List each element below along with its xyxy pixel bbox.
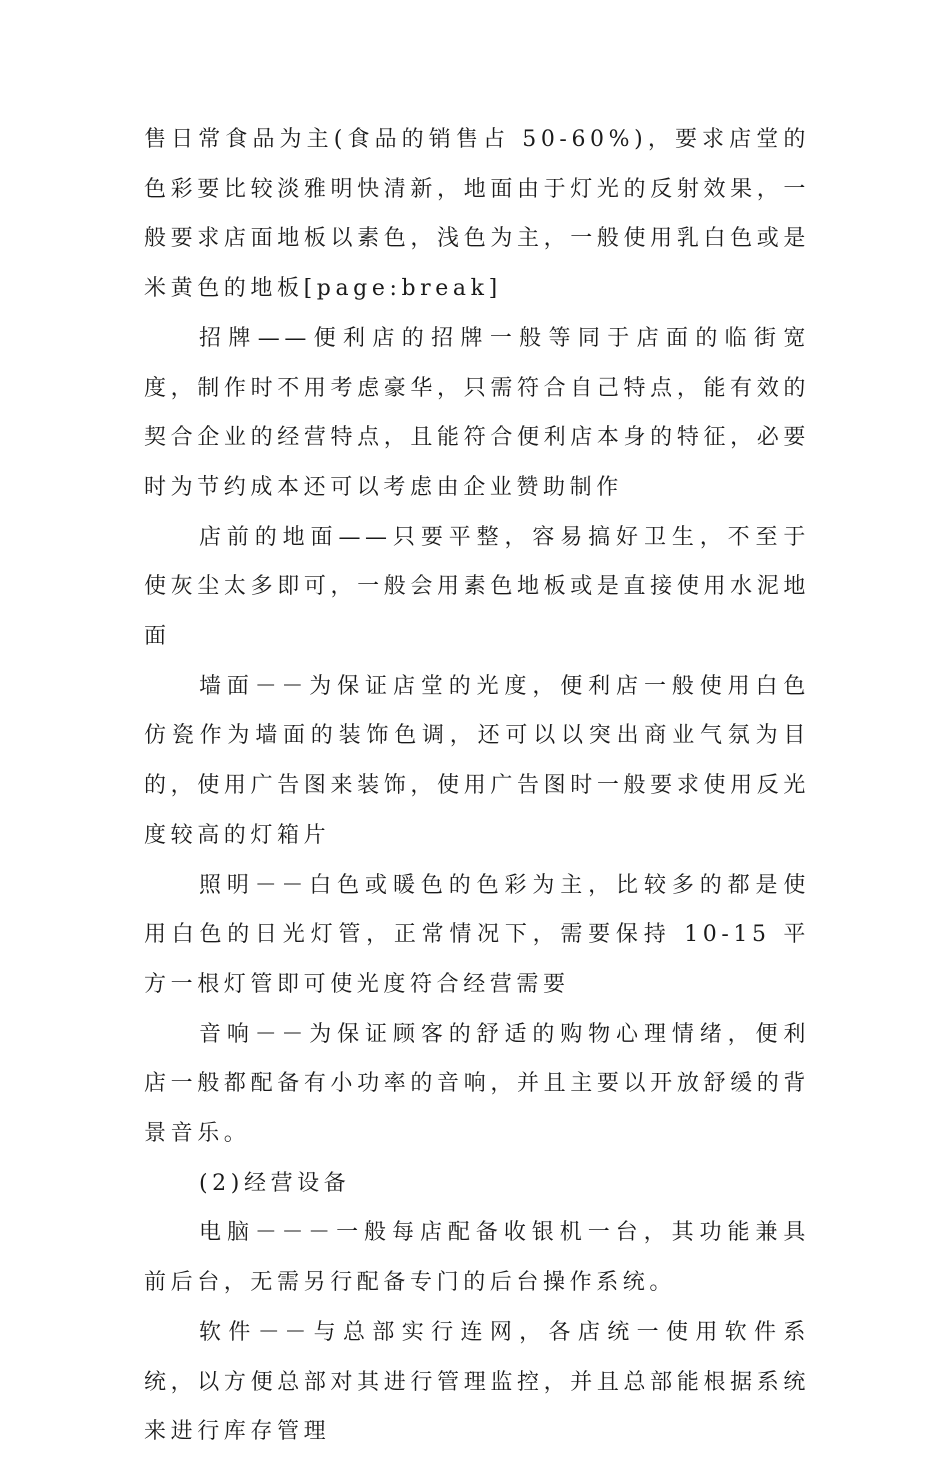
paragraph-lighting: 照明－－白色或暖色的色彩为主，比较多的都是使用白色的日光灯管，正常情况下，需要保持 10-15 平方一根灯管即可使光度符合经营需要 [144,872,810,997]
section-heading-equipment: (2)经营设备 [199,1170,351,1196]
paragraph-audio: 音响－－为保证顾客的舒适的购物心理情绪，便利店一般都配备有小功率的音响，并且主要以开放舒缓的背景音乐。 [144,1021,810,1147]
paragraph-software: 软件－－与总部实行连网，各店统一使用软件系统，以方便总部对其进行管理监控，并且总部能根据系统来进行库存管理 [144,1319,810,1445]
paragraph-signboard: 招牌——便利店的招牌一般等同于店面的临街宽度，制作时不用考虑豪华，只需符合自己特点，能有效的契合企业的经营特点，且能符合便利店本身的特征，必要时为节约成本还可以考虑由企业赞助制作 [144,325,810,500]
paragraph-computer: 电脑－－－一般每店配备收银机一台，其功能兼具前后台，无需另行配备专门的后台操作系统。 [144,1220,810,1296]
paragraph-intro: 售日常食品为主(食品的销售占 50-60%)，要求店堂的色彩要比较淡雅明快清新，地面由于灯光的反射效果，一般要求店面地板以素色，浅色为主，一般使用乳白色或是米黄色的地板[page:break] [144,127,810,302]
paragraph-wall: 墙面－－为保证店堂的光度，便利店一般使用白色仿瓷作为墙面的装饰色调，还可以以突出商业气氛为目的，使用广告图来装饰，使用广告图时一般要求使用反光度较高的灯箱片 [144,673,810,848]
document-page [144,115,810,1457]
paragraph-storefront-ground: 店前的地面——只要平整，容易搞好卫生，不至于使灰尘太多即可，一般会用素色地板或是直接使用水泥地面 [144,524,810,650]
